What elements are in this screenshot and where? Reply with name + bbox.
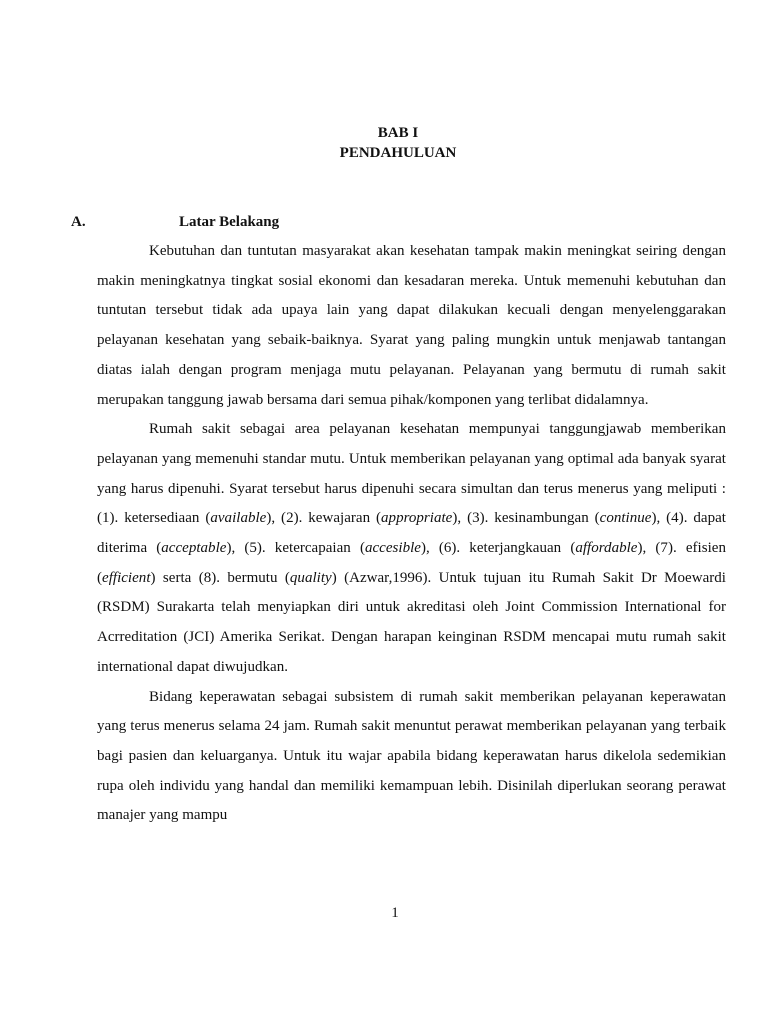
italic-term: efficient bbox=[102, 569, 151, 586]
paragraph bbox=[97, 237, 726, 415]
text-run: ), (5). ketercapaian ( bbox=[226, 540, 365, 557]
italic-term: acceptable bbox=[161, 540, 227, 557]
italic-term: appropriate bbox=[381, 510, 453, 527]
text-run: Bidang keperawatan sebagai subsistem di rumah sakit memberikan pelayanan keperawatan yang terus menerus selama 24 jam. Rumah sakit menuntut perawat memberikan pelayanan yang terbaik bagi pasien dan keluarganya. Untuk itu wajar apabila bidang keperawatan harus dikelola sedemikian rupa oleh individu yang handal dan memiliki kemampuan lebih. Disinilah diperlukan seorang perawat manajer yang mampu bbox=[97, 688, 726, 824]
text-run: Rumah sakit sebagai area pelayanan kesehatan mempunyai tanggungjawab memberikan pelayanan yang memenuhi standar mutu. Untuk memberikan pelayanan yang optimal ada banyak syarat yang harus dipenuhi. Syarat tersebut harus dipenuhi secara simultan dan terus menerus yang meliputi : (1). ketersediaan ( bbox=[97, 421, 726, 527]
section-title: Latar Belakang bbox=[179, 214, 280, 230]
body-text bbox=[97, 237, 726, 831]
italic-term: available bbox=[210, 510, 267, 527]
paragraph bbox=[97, 415, 726, 682]
text-run: Kebutuhan dan tuntutan masyarakat akan kesehatan tampak makin meningkat seiring dengan makin meningkatnya tingkat sosial ekonomi dan kesadaran mereka. Untuk memenuhi kebutuhan dan tuntutan tersebut tidak ada upaya lain yang dapat dilakukan kecuali dengan menyelenggarakan pelayanan kesehatan yang sebaik-baiknya. Syarat yang paling mungkin untuk menjawab tantangan diatas ialah dengan program menjaga mutu pelayanan. Pelayanan yang bermutu di rumah sakit merupakan tanggung jawab bersama dari semua pihak/komponen yang terlibat didalamnya. bbox=[97, 243, 726, 408]
section-heading bbox=[71, 212, 279, 232]
text-run: ) (Azwar,1996). Untuk tujuan itu Rumah Sakit Dr Moewardi (RSDM) Surakarta telah menyiapkan diri untuk akreditasi oleh Joint Commission International for Acrreditation (JCI) Amerika Serikat. Dengan harapan keinginan RSDM mencapai mutu rumah sakit international dapat diwujudkan. bbox=[97, 569, 726, 675]
italic-term: accesible bbox=[364, 540, 421, 557]
text-run: ), (3). kesinambungan ( bbox=[452, 510, 600, 527]
text-run: ), (6). keterjangkauan ( bbox=[420, 540, 576, 557]
chapter-title: PENDAHULUAN bbox=[339, 145, 457, 161]
text-run: ), (4). dapat diterima ( bbox=[97, 510, 726, 557]
section-number: A. bbox=[71, 214, 86, 230]
chapter-number: BAB I bbox=[377, 125, 419, 141]
italic-term: affordable bbox=[575, 540, 638, 557]
text-run: ) serta (8). bermutu ( bbox=[150, 569, 290, 586]
italic-term: continue bbox=[599, 510, 652, 527]
chapter-header bbox=[0, 123, 768, 163]
italic-term: quality bbox=[289, 569, 332, 586]
text-run: ), (7). efisien ( bbox=[97, 540, 726, 586]
text-run: ), (2). kewajaran ( bbox=[266, 510, 382, 527]
page-number: 1 bbox=[391, 905, 399, 921]
paragraph bbox=[97, 683, 726, 832]
